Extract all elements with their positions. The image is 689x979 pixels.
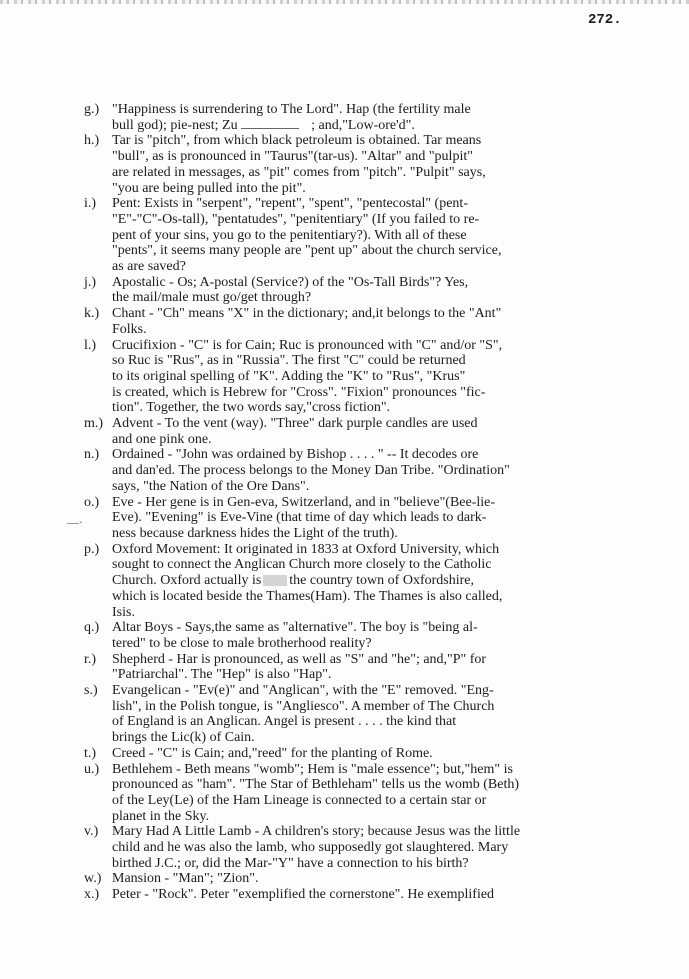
entry-line: of the Ley(Le) of the Ham Lineage is connected to a certain star or <box>112 792 487 808</box>
entry-line: Advent - To the vent (way). "Three" dark purple candles are used <box>112 416 478 432</box>
entry-line-segment: the country town of Oxfordshire, <box>289 573 474 589</box>
entry-line: "E"-"C"-Os-tall), "pentatudes", "penitentiary" (If you failed to re- <box>112 211 480 227</box>
entry-label: j.) <box>84 274 97 290</box>
entry-label: v.) <box>84 824 99 840</box>
entry-line: Mary Had A Little Lamb - A children's story; because Jesus was the little <box>112 824 521 840</box>
entry-label: g.) <box>84 102 100 117</box>
entry-line-segment: ; and,"Low-ore'd". <box>311 117 415 133</box>
entry-line: "you are being pulled into the pit". <box>112 180 306 196</box>
entry-line-segment: Church. Oxford actually is <box>112 573 262 589</box>
entry-line: Altar Boys - Says,the same as "alternative". The boy is "being al- <box>112 620 478 636</box>
entry-line: Oxford Movement: It originated in 1833 at Oxford University, which <box>112 541 500 557</box>
entry-line: sought to connect the Anglican Church more closely to the Catholic <box>112 557 492 573</box>
entry-line: "Happiness is surrendering to The Lord". Hap (the fertility male <box>112 102 471 117</box>
entry-line: "Patriarchal". The "Hep" is also "Hap". <box>112 667 332 683</box>
entry-label: m.) <box>84 416 104 432</box>
entry-line: pronounced as "ham". "The Star of Bethleham" tells us the womb (Beth) <box>112 777 519 793</box>
entry-l <box>84 338 654 417</box>
entry-label: s.) <box>84 683 98 699</box>
entry-label: l.) <box>84 337 97 353</box>
entry-line: Crucifixion - "C" is for Cain; Ruc is pronounced with "C" and/or "S", <box>112 337 503 353</box>
entry-x <box>84 887 654 903</box>
entry-label: w.) <box>84 871 102 887</box>
entry-line: which is located beside the Thames(Ham). The Thames is also called, <box>112 588 503 604</box>
entry-w <box>84 871 654 887</box>
entry-line: Tar is "pitch", from which black petroleum is obtained. Tar means <box>112 133 482 149</box>
entry-line: the mail/male must go/get through? <box>112 290 312 306</box>
entry-line: to its original spelling of "K". Adding the "K" to "Rus", "Krus" <box>112 368 466 384</box>
entry-line: Eve - Her gene is in Gen-eva, Switzerland, and in "believe"(Bee-lie- <box>112 494 496 510</box>
entry-k <box>84 306 654 337</box>
entry-line: Peter - "Rock". Peter "exemplified the cornerstone". He exemplified <box>112 887 495 903</box>
entry-line: "pents", it seems many people are "pent up" about the church service, <box>112 243 502 259</box>
entry-list <box>84 102 654 903</box>
entry-line: is created, which is Hebrew for "Cross". "Fixion" pronounces "fic- <box>112 384 486 400</box>
entry-j <box>84 275 654 306</box>
entry-line: are related in messages, as "pit" comes from "pitch". "Pulpit" says, <box>112 164 486 180</box>
entry-u <box>84 762 654 825</box>
entry-line: child and he was also the lamb, who supposedly got slaughtered. Mary <box>112 840 509 856</box>
entry-o <box>84 495 654 542</box>
entry-n <box>84 447 654 494</box>
scan-edge-noise <box>0 0 689 4</box>
entry-line: tered" to be close to male brotherhood reality? <box>112 635 372 651</box>
entry-line: and one pink one. <box>112 431 212 447</box>
entry-line: Creed - "C" is Cain; and,"reed" for the planting of Rome. <box>112 745 433 761</box>
entry-p <box>84 542 654 621</box>
entry-v <box>84 824 654 871</box>
entry-q <box>84 620 654 651</box>
entry-line: Isis. <box>112 604 135 620</box>
entry-line: Folks. <box>112 321 147 337</box>
entry-line: brings the Lic(k) of Cain. <box>112 730 255 746</box>
entry-g <box>84 102 654 133</box>
entry-line: Ordained - "John was ordained by Bishop . . . . " -- It decodes ore <box>112 447 479 463</box>
entry-line: Evangelican - "Ev(e)" and "Anglican", with the "E" removed. "Eng- <box>112 683 494 699</box>
entry-m <box>84 416 654 447</box>
entry-line: pent of your sins, you go to the penitentiary?). With all of these <box>112 227 467 243</box>
entry-i <box>84 196 654 275</box>
entry-label: h.) <box>84 133 100 149</box>
entry-label: p.) <box>84 541 100 557</box>
entry-line: Pent: Exists in "serpent", "repent", "spent", "pentecostal" (pent- <box>112 196 468 212</box>
entry-label: x.) <box>84 887 100 903</box>
entry-line: Chant - "Ch" means "X" in the dictionary; and,it belongs to the "Ant" <box>112 306 502 322</box>
entry-r <box>84 652 654 683</box>
entry-line: Mansion - "Man"; "Zion". <box>112 871 259 887</box>
entry-label: q.) <box>84 620 100 636</box>
entry-label: o.) <box>84 494 100 510</box>
entry-label: u.) <box>84 761 100 777</box>
entry-line: says, "the Nation of the Ore Dans". <box>112 478 310 494</box>
entry-label: i.) <box>84 196 97 212</box>
entry-line: tion". Together, the two words say,"cross fiction". <box>112 400 391 416</box>
margin-mark: —· <box>67 515 83 529</box>
entry-line-segment: bull god); pie-nest; Zu <box>112 117 238 133</box>
entry-line: Shepherd - Har is pronounced, as well as "S" and "he"; and,"P" for <box>112 651 487 667</box>
page-number: 272. <box>588 12 622 28</box>
entry-label: r.) <box>84 651 97 667</box>
entry-line: of England is an Anglican. Angel is present . . . . the kind that <box>112 714 457 730</box>
entry-line: and dan'ed. The process belongs to the Money Dan Tribe. "Ordination" <box>112 463 510 479</box>
entry-t <box>84 746 654 762</box>
entry-line: planet in the Sky. <box>112 808 210 824</box>
entry-label: t.) <box>84 745 97 761</box>
scan-smudge <box>263 575 287 586</box>
entry-line: "bull", as is pronounced in "Taurus"(tar-us). "Altar" and "pulpit" <box>112 149 473 165</box>
entry-line: Eve). "Evening" is Eve-Vine (that time of day which leads to dark- <box>112 510 487 526</box>
entry-line: so Ruc is "Rus", as in "Russia". The first "C" could be returned <box>112 353 466 369</box>
entry-line: Bethlehem - Beth means "womb"; Hem is "male essence"; but,"hem" is <box>112 761 513 777</box>
entry-line: Apostalic - Os; A-postal (Service?) of the "Os-Tall Birds"? Yes, <box>112 274 469 290</box>
entry-line: ness because darkness hides the Light of the truth). <box>112 525 398 541</box>
entry-h <box>84 133 654 196</box>
entry-line: lish", in the Polish tongue, is "Angliesco". A member of The Church <box>112 698 495 714</box>
entry-line: birthed J.C.; or, did the Mar-"Y" have a connection to his birth? <box>112 855 469 871</box>
entry-label: k.) <box>84 306 100 322</box>
blank-underline <box>241 118 299 129</box>
entry-label: n.) <box>84 447 100 463</box>
entry-line: as are saved? <box>112 259 186 275</box>
entry-s <box>84 683 654 746</box>
